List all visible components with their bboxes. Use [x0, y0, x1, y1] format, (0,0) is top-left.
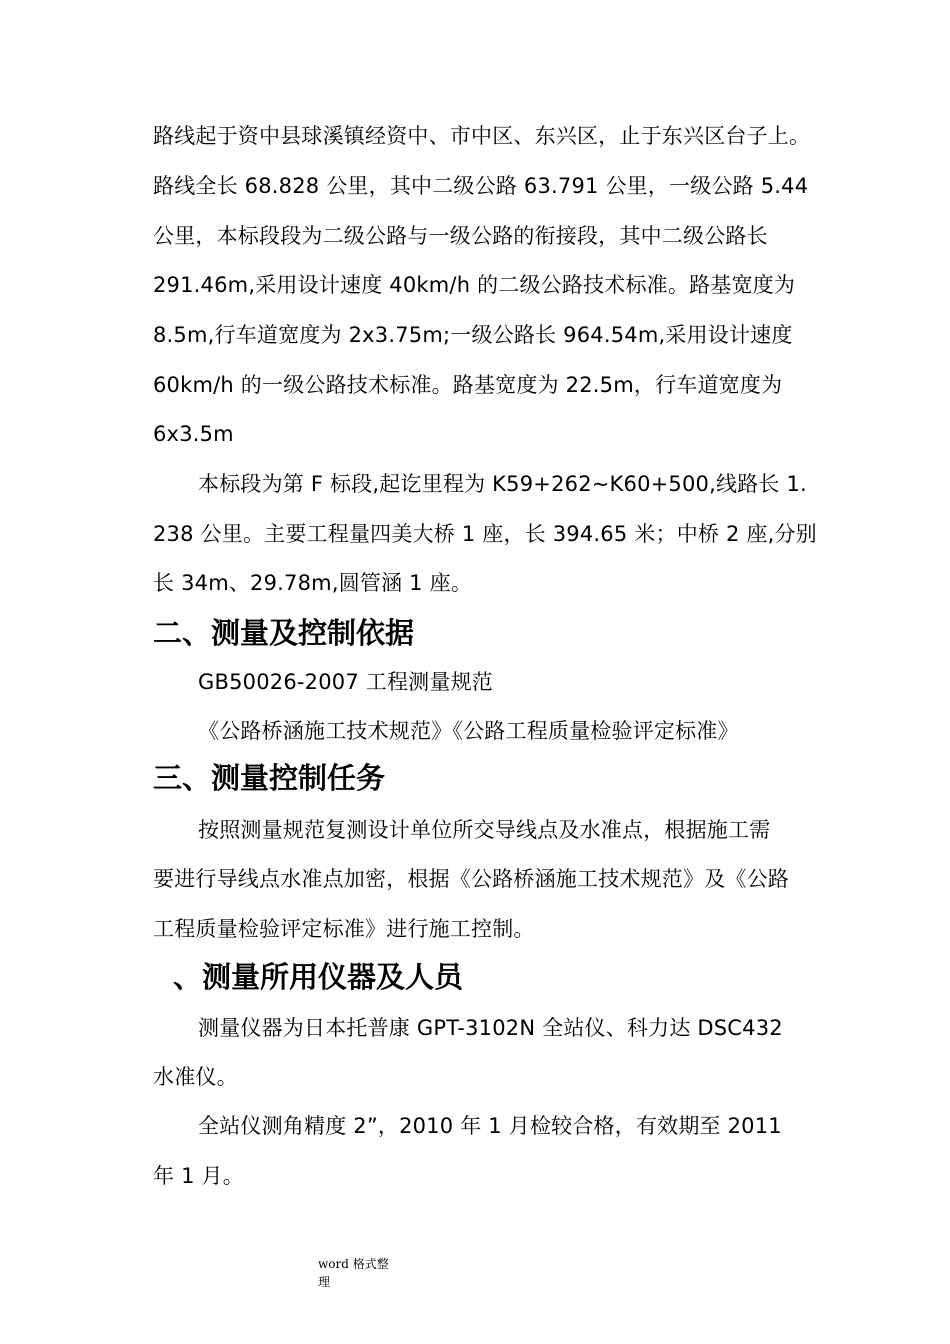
body-text-line: GB50026-2007 工程测量规范 — [198, 670, 493, 694]
body-text-line: 年 1 月。 — [153, 1164, 244, 1188]
body-text-line: 《公路桥涵施工技术规范》《公路工程质量检验评定标准》 — [198, 719, 739, 743]
body-text-line: 工程质量检验评定标准》进行施工控制。 — [153, 917, 535, 941]
section-heading-3: 三、测量控制任务 — [153, 761, 386, 795]
body-text-line: 60km/h 的一级公路技术标准。路基宽度为 22.5m，行车道宽度为 — [153, 373, 783, 397]
body-text-line: 长 34m、29.78m,圆管涵 1 座。 — [153, 571, 473, 595]
body-text-line: 水准仪。 — [153, 1065, 238, 1089]
section-heading-4: 、测量所用仪器及人员 — [173, 960, 464, 994]
page-footer — [318, 1255, 408, 1291]
body-text-line: 要进行导线点水准点加密，根据《公路桥涵施工技术规范》及《公路 — [153, 867, 789, 891]
body-text-line: 按照测量规范复测设计单位所交导线点及水准点，根据施工需 — [198, 818, 771, 842]
body-text-line: 公里，本标段段为二级公路与一级公路的衔接段，其中二级公路长 — [153, 224, 768, 248]
body-text-line: 测量仪器为日本托普康 GPT-3102N 全站仪、科力达 DSC432 — [198, 1016, 783, 1040]
footer-line: word 格式整 — [318, 1257, 389, 1271]
footer-line: 理 — [318, 1275, 331, 1289]
body-text-line: 本标段为第 F 标段,起讫里程为 K59+262~K60+500,线路长 1. — [198, 472, 807, 496]
body-text-line: 全站仪测角精度 2”，2010 年 1 月检较合格，有效期至 2011 — [198, 1114, 782, 1138]
body-text-line: 291.46m,采用设计速度 40km/h 的二级公路技术标准。路基宽度为 — [153, 273, 796, 297]
body-text-line: 路线全长 68.828 公里，其中二级公路 63.791 公里，一级公路 5.44 — [153, 174, 809, 198]
body-text-line: 6x3.5m — [153, 422, 234, 446]
body-text-line: 238 公里。主要工程量四美大桥 1 座，长 394.65 米；中桥 2 座,分别 — [153, 522, 817, 546]
body-text-line: 路线起于资中县球溪镇经资中、市中区、东兴区，止于东兴区台子上。 — [153, 124, 811, 148]
section-heading-2: 二、测量及控制依据 — [153, 616, 415, 650]
body-text-line: 8.5m,行车道宽度为 2x3.75m;一级公路长 964.54m,采用设计速度 — [153, 323, 793, 347]
